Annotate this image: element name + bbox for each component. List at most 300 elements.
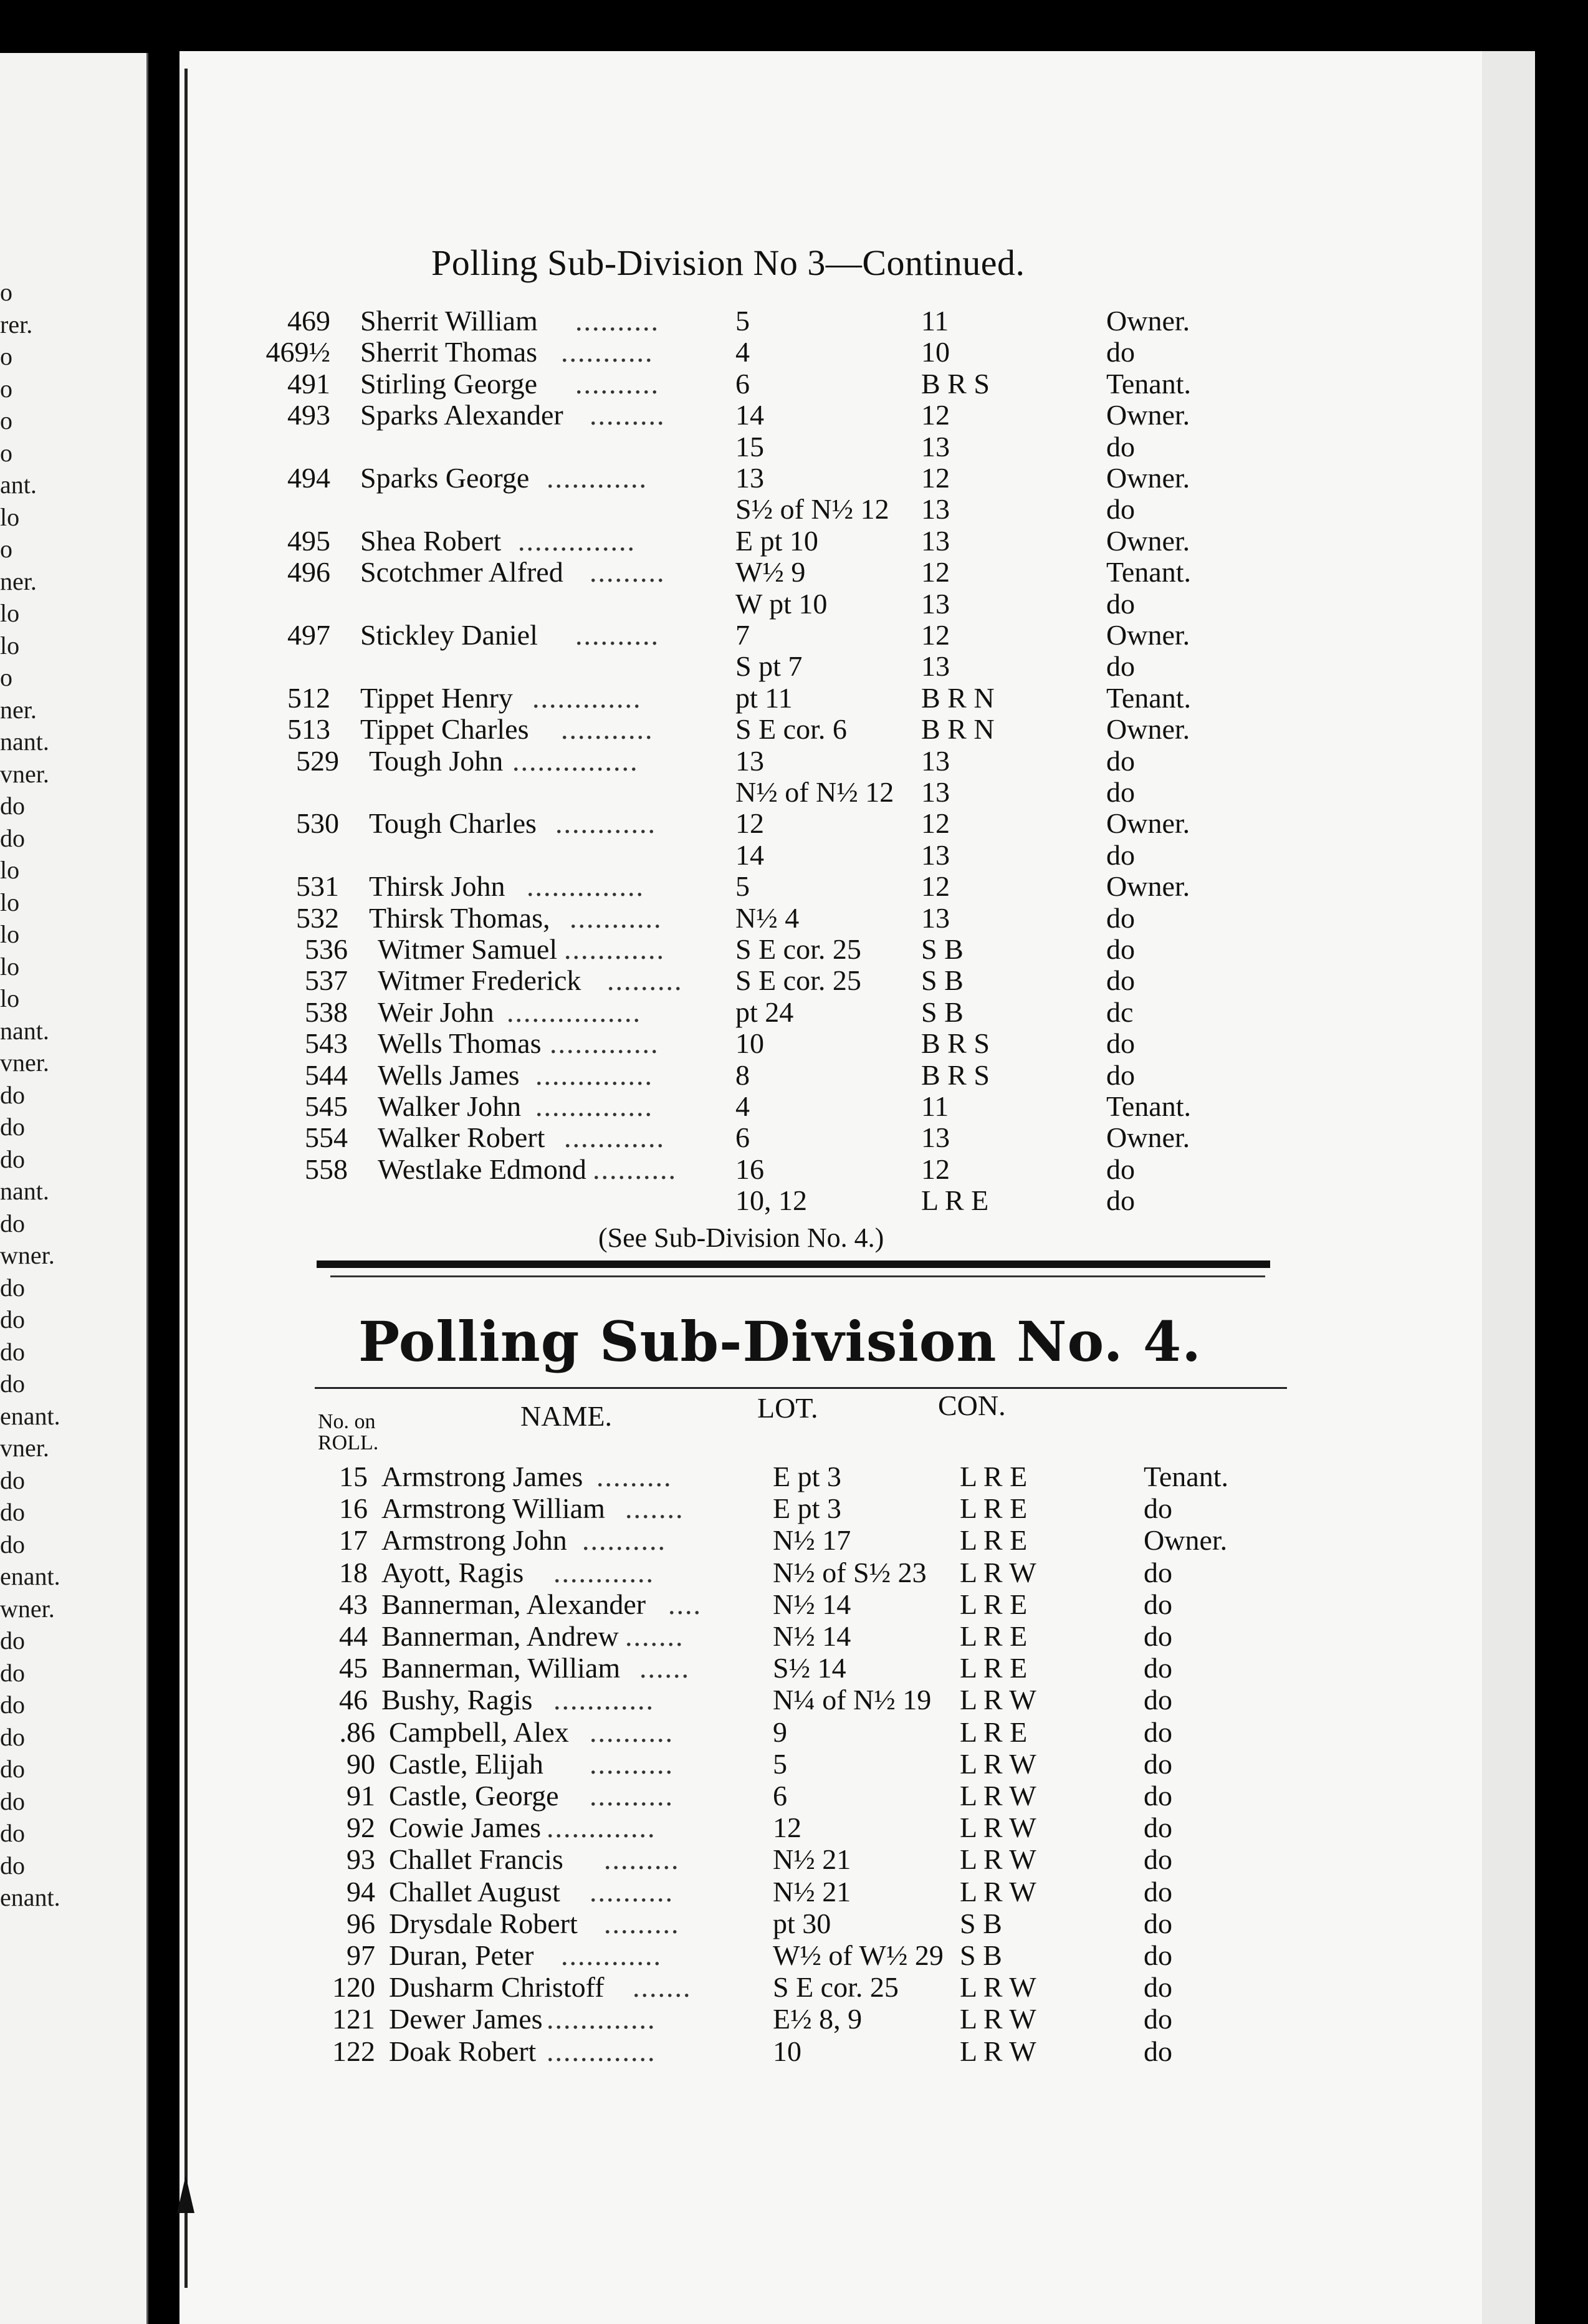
roll-number: 558 [305,1153,348,1185]
left-fragment: lo [0,888,20,916]
roll-number: 544 [305,1059,348,1091]
roll-number: 96 [347,1907,375,1939]
voter-name: Stickley Daniel [360,619,538,651]
voter-name: Doak Robert [389,2035,537,2067]
leader-dots: .......... [590,1716,674,1748]
roll-number: 16 [339,1492,368,1525]
roll-number: 554 [305,1121,348,1154]
voter-name: Challet August [389,1875,560,1908]
lot-value: 16 [735,1153,764,1185]
con-value: L R W [960,1556,1036,1588]
lot-value: 15 [735,430,764,463]
lot-value: 5 [773,1747,787,1780]
section-3-title: Polling Sub-Division No 3—Continued. [431,242,1025,283]
con-value: 11 [921,305,949,337]
con-value: S B [960,1939,1002,1971]
leader-dots: .......... [590,1747,674,1780]
lot-value: E pt 3 [773,1492,841,1525]
left-page-margin [0,53,148,2324]
voter-name: Wells Thomas [378,1027,542,1060]
con-value: 13 [921,744,950,777]
lot-value: 6 [735,1121,750,1154]
con-value: L R E [960,1588,1028,1620]
status-value: do [1144,1492,1172,1525]
status-value: do [1106,650,1135,683]
leader-dots: ........... [561,336,654,368]
left-fragment: ner. [0,567,37,595]
roll-number: 469½ [265,336,330,368]
voter-name: Tippet Henry [360,681,513,714]
leader-dots: ....... [625,1620,684,1652]
leader-dots: ............ [553,1684,654,1716]
con-value: 13 [921,650,950,683]
leader-dots: ............ [564,1121,665,1154]
voter-name: Tough Charles [369,807,537,840]
status-value: Owner. [1106,1121,1190,1154]
left-fragment: lo [0,984,20,1012]
con-value: 13 [921,776,950,808]
voter-name: Castle, Elijah [389,1747,543,1780]
voter-name: Duran, Peter [389,1939,534,1971]
roll-number: 529 [296,744,339,777]
status-value: Owner. [1106,524,1190,557]
con-value: 12 [921,462,950,494]
status-value: do [1106,1027,1135,1060]
lot-value: N½ 4 [735,901,800,934]
con-value: L R W [960,2035,1036,2067]
roll-number: 531 [296,870,339,903]
lot-value: 12 [773,1812,801,1844]
left-fragment: vner. [0,759,49,788]
status-value: do [1106,1059,1135,1091]
left-fragment: do [0,1145,25,1173]
status-value: Tenant. [1144,1461,1229,1492]
voter-name: Walker John [378,1090,522,1122]
left-fragment: lo [0,502,20,531]
left-fragment: do [0,1113,25,1141]
leader-dots: ............ [564,933,665,965]
status-value: do [1106,336,1135,368]
leader-dots: ............ [561,1939,662,1971]
con-value: B R S [921,1059,990,1091]
leader-dots: .......... [590,1780,674,1812]
left-fragment: vner. [0,1049,49,1077]
left-fragment: wner. [0,1241,55,1269]
lot-value: S E cor. 25 [735,933,861,965]
status-value: do [1106,933,1135,965]
lot-value: N½ of S½ 23 [773,1556,927,1588]
leader-dots: ......... [604,1843,680,1876]
status-value: do [1144,1780,1172,1812]
voter-name: Walker Robert [378,1121,545,1154]
voter-name: Thirsk John [369,870,505,903]
leader-dots: ...... [639,1652,690,1684]
lot-value: 14 [735,399,764,431]
leader-dots: .............. [518,524,636,557]
voter-name: Stirling George [360,367,538,400]
lot-value: pt 11 [735,681,793,714]
voter-name: Ayott, Ragis [381,1556,524,1588]
status-value: do [1106,430,1135,463]
voter-name: Sherrit Thomas [360,336,538,368]
voter-name: Witmer Samuel [378,933,558,965]
roll-number: 512 [287,681,330,714]
left-fragment: ant. [0,471,37,499]
voter-name: Tough John [369,744,504,777]
roll-number: 122 [332,2035,375,2067]
binding-mark [177,2176,194,2213]
header-name: NAME. [520,1400,612,1432]
status-value: Tenant. [1106,681,1192,714]
voter-name: Armstrong John [381,1524,567,1557]
status-value: do [1144,2003,1172,2035]
voter-name: Challet Francis [389,1843,563,1876]
roll-number: 121 [332,2003,375,2035]
roll-number: 43 [339,1588,368,1620]
voter-name: Dewer James [389,2003,543,2035]
lot-value: 9 [773,1716,787,1748]
left-fragment: nant. [0,1016,49,1045]
section-4-title: Polling Sub-Division No. 4. [358,1309,1202,1374]
leader-dots: ............. [547,1812,656,1844]
lot-value: 14 [735,838,764,871]
leader-dots: ......... [607,964,683,997]
leader-dots: .......... [575,619,659,651]
leader-dots: ............ [553,1556,654,1588]
voter-name: Bannerman, Alexander [381,1588,646,1620]
status-value: do [1106,901,1135,934]
leader-dots: ............ [547,462,648,494]
roll-number: 545 [305,1090,348,1122]
voter-name: Armstrong William [381,1492,605,1525]
left-fragment: lo [0,952,20,981]
lot-value: W pt 10 [735,587,828,620]
left-fragment: do [0,1273,25,1302]
header-lot: LOT. [757,1392,818,1424]
voter-name: Weir John [378,996,494,1028]
header-no-line1: No. on [318,1410,376,1433]
left-fragment: o [0,374,12,403]
status-value: do [1144,1939,1172,1971]
roll-number: 46 [339,1684,368,1716]
lot-value: S E cor. 25 [735,964,861,997]
status-value: do [1106,1153,1135,1185]
lot-value: S E cor. 6 [735,713,847,746]
con-value: L R W [960,1843,1036,1876]
voter-name: Dusharm Christoff [389,1971,605,2004]
left-fragment: o [0,278,12,306]
status-value: do [1144,1747,1172,1780]
roll-number: 494 [287,462,330,494]
voter-name: Tippet Charles [360,713,529,746]
con-value: L R E [921,1184,989,1217]
header-no-line2: ROLL. [318,1431,379,1454]
voter-name: Scotchmer Alfred [360,556,563,588]
leader-dots: ............. [532,681,642,714]
status-value: do [1144,1588,1172,1620]
status-value: do [1144,1716,1172,1748]
voter-name: Witmer Frederick [378,964,581,997]
lot-value: 13 [735,462,764,494]
status-value: do [1106,964,1135,997]
left-fragment: lo [0,920,20,948]
left-fragment: ner. [0,695,37,724]
con-value: S B [921,996,964,1028]
con-value: B R N [921,681,995,714]
lot-value: 13 [735,744,764,777]
left-fragment: lo [0,856,20,884]
left-fragment: o [0,438,12,467]
lot-value: E pt 3 [773,1461,841,1492]
status-value: do [1144,1812,1172,1844]
leader-dots: .............. [527,870,644,903]
con-value: L R W [960,1684,1036,1716]
lot-value: W½ of W½ 29 [773,1939,944,1971]
con-value: 12 [921,807,950,840]
lot-value: S½ of N½ 12 [735,493,889,526]
leader-dots: ......... [590,399,666,431]
con-value: 13 [921,1121,950,1154]
voter-name: Drysdale Robert [389,1907,578,1939]
voter-name: Sparks Alexander [360,399,563,431]
con-value: S B [921,933,964,965]
roll-number: 44 [339,1620,368,1652]
voter-name: Armstrong James [381,1461,583,1492]
con-value: L R E [960,1492,1028,1525]
status-value: Owner. [1106,619,1190,651]
roll-number: 91 [347,1780,375,1812]
status-value: do [1106,587,1135,620]
lot-value: S½ 14 [773,1652,846,1684]
left-fragment: do [0,1305,25,1333]
roll-number: 45 [339,1652,368,1684]
roll-number: 97 [347,1939,375,1971]
left-fragment: do [0,1755,25,1783]
left-fragment: do [0,1466,25,1494]
con-value: 11 [921,1090,949,1122]
roll-number: 536 [305,933,348,965]
left-fragment: do [0,823,25,852]
leader-dots: ......... [604,1907,680,1939]
section-4-rule [315,1387,1287,1389]
left-fragment: lo [0,599,20,627]
leader-dots: .......... [582,1524,666,1557]
lot-value: pt 24 [735,996,794,1028]
leader-dots: .... [668,1588,702,1620]
left-fragment: do [0,1530,25,1558]
leader-dots: ........... [561,713,654,746]
left-fragment: do [0,1819,25,1847]
binding-line [184,69,188,2288]
status-value: dc [1106,996,1134,1028]
lot-value: E½ 8, 9 [773,2003,863,2035]
left-fragment: vner. [0,1434,49,1462]
lot-value: N½ 14 [773,1588,851,1620]
leader-dots: ............ [555,807,656,840]
con-value: L R E [960,1620,1028,1652]
status-value: Owner. [1106,305,1190,337]
con-value: L R E [960,1652,1028,1684]
status-value: Owner. [1106,399,1190,431]
roll-number: 537 [305,964,348,997]
voter-name: Castle, George [389,1780,559,1812]
con-value: 13 [921,524,950,557]
lot-value: N½ of N½ 12 [735,776,894,808]
status-value: do [1106,776,1135,808]
lot-value: 5 [735,305,750,337]
status-value: Owner. [1106,462,1190,494]
roll-number: 18 [339,1556,368,1588]
left-fragment: enant. [0,1401,60,1430]
leader-dots: .............. [535,1059,653,1091]
status-value: Tenant. [1106,367,1192,400]
voter-name: Thirsk Thomas, [369,901,550,934]
roll-number: 491 [287,367,330,400]
voter-name: Sherrit William [360,305,538,337]
con-value: 12 [921,556,950,588]
con-value: 12 [921,619,950,651]
leader-dots: ............... [512,744,639,777]
voter-name: Bannerman, William [381,1652,621,1684]
voter-name: Bushy, Ragis [381,1684,533,1716]
left-fragment: do [0,1722,25,1751]
roll-number: 538 [305,996,348,1028]
lot-value: 8 [735,1059,750,1091]
status-value: do [1144,1875,1172,1908]
con-value: L R W [960,1875,1036,1908]
leader-dots: .......... [575,367,659,400]
status-value: do [1144,1556,1172,1588]
left-fragment: rer. [0,310,33,339]
status-value: Tenant. [1106,556,1192,588]
leader-dots: ............. [550,1027,659,1060]
left-fragment: do [0,1080,25,1109]
left-fragment: do [0,1370,25,1398]
lot-value: S E cor. 25 [773,1971,899,2004]
roll-number: .86 [339,1716,375,1748]
section-divider [317,1260,1270,1268]
lot-value: N½ 17 [773,1524,851,1557]
status-value: do [1144,1907,1172,1939]
roll-number: 17 [339,1524,368,1557]
voter-name: Campbell, Alex [389,1716,569,1748]
con-value: L R E [960,1716,1028,1748]
status-value: do [1106,493,1135,526]
status-value: Owner. [1144,1524,1228,1557]
roll-number: 530 [296,807,339,840]
roll-number: 495 [287,524,330,557]
lot-value: 10 [773,2035,801,2067]
con-value: B R S [921,1027,990,1060]
voter-name: Westlake Edmond [378,1153,586,1185]
lot-value: 5 [735,870,750,903]
con-value: S B [960,1907,1002,1939]
con-value: 13 [921,430,950,463]
con-value: L R W [960,1971,1036,2004]
status-value: do [1144,1684,1172,1716]
con-value: 13 [921,587,950,620]
left-fragment: do [0,1498,25,1526]
right-page-strip [1482,51,1535,2324]
con-value: 10 [921,336,950,368]
leader-dots: ......... [596,1461,672,1492]
section-3-note: (See Sub-Division No. 4.) [598,1222,884,1253]
left-fragment: nant. [0,1177,49,1205]
voter-name: Wells James [378,1059,520,1091]
lot-value: 4 [735,336,750,368]
lot-value: N½ 21 [773,1843,851,1876]
leader-dots: ....... [625,1492,684,1525]
con-value: L R W [960,2003,1036,2035]
con-value: 12 [921,1153,950,1185]
leader-dots: ....... [633,1971,692,2004]
lot-value: 6 [773,1780,787,1812]
lot-value: W½ 9 [735,556,806,588]
roll-number: 543 [305,1027,348,1060]
status-value: do [1106,838,1135,871]
left-fragment: enant. [0,1562,60,1590]
leader-dots: ......... [590,556,666,588]
left-fragment: do [0,1851,25,1880]
left-fragment: lo [0,631,20,660]
roll-number: 15 [339,1461,368,1492]
lot-value: 7 [735,619,750,651]
lot-value: 12 [735,807,764,840]
con-value: S B [921,964,964,997]
status-value: Owner. [1106,870,1190,903]
con-value: L R E [960,1461,1028,1492]
lot-value: N½ 21 [773,1875,851,1908]
leader-dots: ................ [507,996,641,1028]
left-fragment: o [0,535,12,563]
voter-name: Cowie James [389,1812,542,1844]
voter-name: Shea Robert [360,524,502,557]
con-value: L R E [960,1524,1028,1557]
left-fragment: o [0,406,12,435]
roll-number: 469 [287,305,330,337]
header-con: CON. [938,1390,1006,1421]
roll-number: 92 [347,1812,375,1844]
lot-value: N¼ of N½ 19 [773,1684,932,1716]
con-value: L R W [960,1780,1036,1812]
left-fragment: do [0,792,25,820]
lot-value: 6 [735,367,750,400]
con-value: 13 [921,493,950,526]
left-fragment: o [0,663,12,691]
roll-number: 94 [347,1875,375,1908]
left-fragment: do [0,1658,25,1687]
leader-dots: .......... [575,305,659,337]
roll-number: 493 [287,399,330,431]
lot-value: E pt 10 [735,524,818,557]
con-value: L R W [960,1812,1036,1844]
leader-dots: .......... [590,1875,674,1908]
left-fragment: enant. [0,1883,60,1911]
status-value: do [1144,1620,1172,1652]
roll-number: 513 [287,713,330,746]
lot-value: 4 [735,1090,750,1122]
roll-number: 120 [332,1971,375,2004]
voter-name: Sparks George [360,462,530,494]
status-value: do [1144,1971,1172,2004]
roll-number: 496 [287,556,330,588]
lot-value: pt 30 [773,1907,831,1939]
con-value: B R N [921,713,995,746]
status-value: do [1144,1843,1172,1876]
left-fragment: do [0,1626,25,1654]
con-value: 13 [921,901,950,934]
status-value: Tenant. [1106,1090,1192,1122]
